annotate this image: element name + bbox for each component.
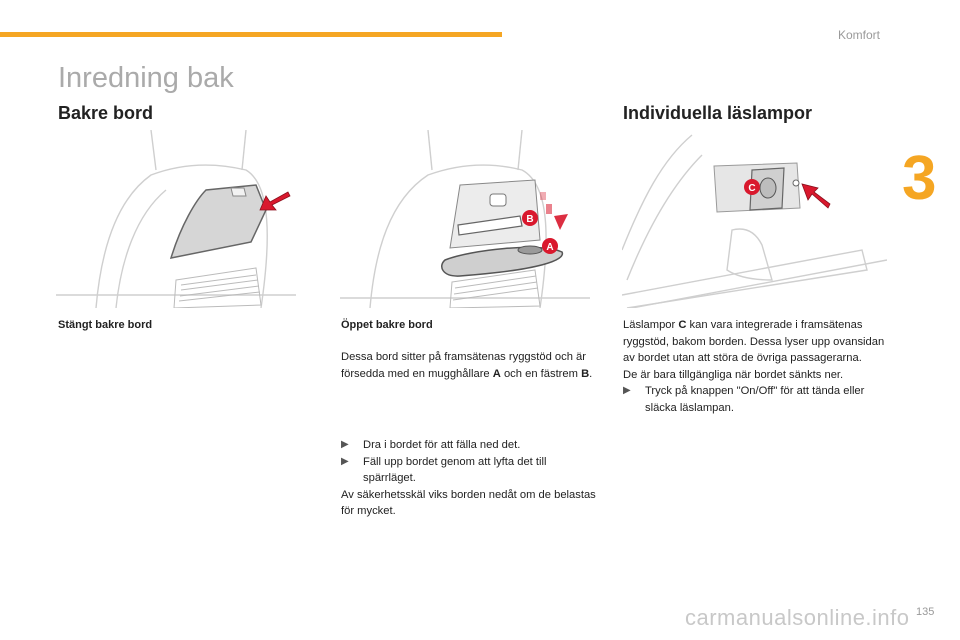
section-label: Komfort [838, 28, 881, 42]
bullet-item: ▶ Dra i bordet för att fälla ned det. [341, 437, 601, 454]
bullet-item: ▶ Tryck på knappen "On/Off" för att tända eller släcka läslampan. [623, 383, 885, 416]
page-number: 135 [916, 606, 935, 618]
label-c: C [748, 183, 756, 194]
reading-lamp-svg [622, 130, 887, 308]
heading-rear-table: Bakre bord [58, 103, 154, 123]
accent-bar [0, 32, 502, 37]
reading-lamp-description: Läslampor C kan vara integrerade i framsätenas ryggstöd, bakom borden. Dessa lyser upp ovansidan av bordet utan att störa de övriga passagerarna. De är bara tillgängliga när bordet sänkts ner. ▶ Tryck på knappen "On/Off" för att tända eller släcka läslampan. [623, 317, 885, 416]
label-b: B [526, 214, 534, 225]
reading-lamp-illustration [622, 130, 887, 308]
paragraph-table-description: Dessa bord sitter på framsätenas ryggstöd och är försedda med en mugghållare A och en fästrem B. [341, 351, 593, 380]
bullet-icon: ▶ [341, 455, 349, 467]
bullet-icon: ▶ [623, 385, 631, 396]
bullet-item: ▶ Fäll upp bordet genom att lyfta det till spärrläget. [341, 454, 601, 487]
open-table-illustration [340, 130, 590, 308]
heading-reading-lamps: Individuella läslampor [623, 103, 813, 123]
label-a: A [546, 242, 554, 253]
chapter-number: 3 [902, 144, 937, 213]
table-instructions [341, 437, 601, 520]
closed-table-svg [56, 130, 296, 308]
page-title: Inredning bak [58, 62, 234, 94]
caption-open-table: Öppet bakre bord [341, 319, 433, 331]
closed-table-illustration [56, 130, 296, 308]
bullet-icon: ▶ [341, 439, 349, 450]
caption-closed-table: Stängt bakre bord [58, 319, 153, 331]
safety-note: Av säkerhetsskäl viks borden nedåt om de belastas för mycket. [341, 488, 596, 517]
watermark: carmanualsonline.info [685, 605, 910, 630]
open-table-svg [340, 130, 590, 308]
